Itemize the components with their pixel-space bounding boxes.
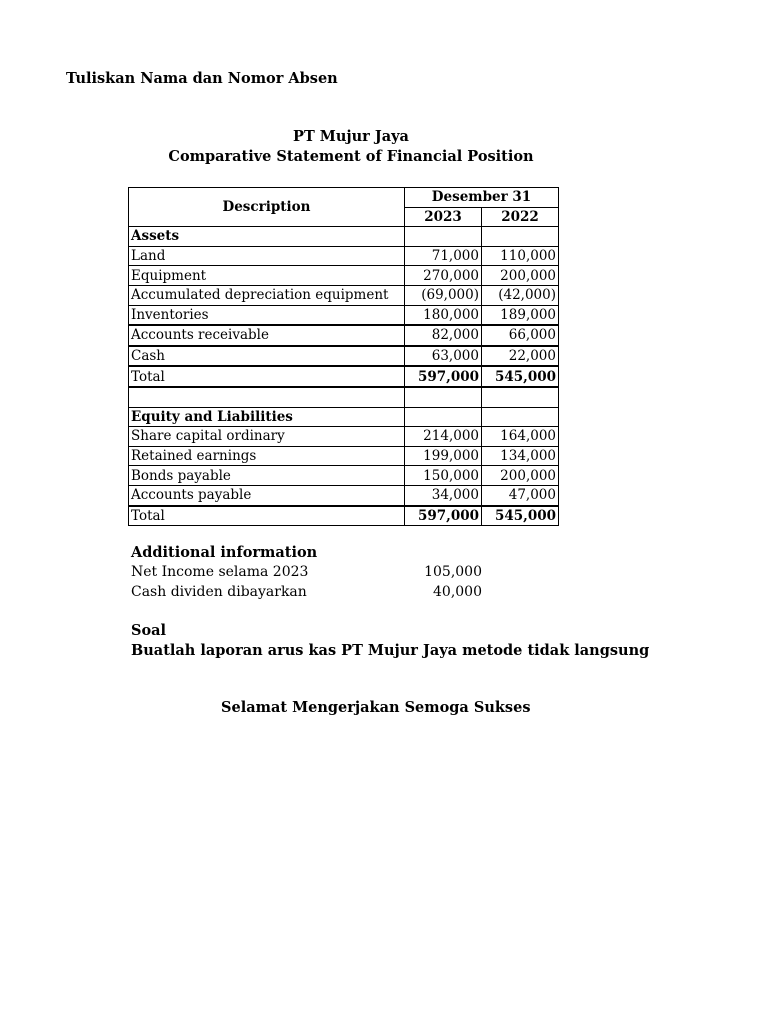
- row-value-2022: 22,000: [482, 346, 559, 367]
- table-row: [129, 446, 559, 466]
- row-value-2022: 110,000: [482, 246, 559, 266]
- assets-title: Assets: [129, 227, 405, 247]
- assets-total-row: [129, 366, 559, 387]
- row-label: Bonds payable: [129, 466, 405, 486]
- row-value-2023: 34,000: [405, 485, 482, 505]
- table-row: [129, 346, 559, 367]
- row-value-2023: 82,000: [405, 325, 482, 346]
- additional-item-label: Cash dividen dibayarkan: [131, 584, 307, 600]
- equity-section-row: [129, 407, 559, 427]
- financial-position-table: [128, 187, 559, 526]
- year-current-header: 2023: [405, 207, 482, 227]
- table-row: [129, 305, 559, 325]
- additional-item-label: Net Income selama 2023: [131, 564, 309, 580]
- table-row: [129, 285, 559, 305]
- row-value-2023: 270,000: [405, 266, 482, 286]
- row-label: Accumulated depreciation equipment: [129, 285, 405, 305]
- row-label: Accounts receivable: [129, 325, 405, 346]
- table-row: [129, 325, 559, 346]
- spacer-row: [129, 387, 559, 407]
- period-header: Desember 31: [405, 188, 559, 208]
- row-value-2022: (42,000): [482, 285, 559, 305]
- row-label: Equipment: [129, 266, 405, 286]
- row-label: Share capital ordinary: [129, 427, 405, 447]
- row-value-2023: (69,000): [405, 285, 482, 305]
- equity-total-2022: 545,000: [482, 506, 559, 526]
- row-value-2023: 199,000: [405, 446, 482, 466]
- row-value-2023: 63,000: [405, 346, 482, 367]
- statement-title: Comparative Statement of Financial Position: [168, 148, 534, 165]
- row-value-2022: 47,000: [482, 485, 559, 505]
- row-value-2023: 214,000: [405, 427, 482, 447]
- row-value-2022: 164,000: [482, 427, 559, 447]
- row-label: Inventories: [129, 305, 405, 325]
- assets-total-2022: 545,000: [482, 366, 559, 387]
- table-row: [129, 466, 559, 486]
- additional-info-title: Additional information: [131, 544, 318, 561]
- table-header-row: [129, 188, 559, 208]
- table-row: [129, 266, 559, 286]
- row-label: Land: [129, 246, 405, 266]
- assets-section-row: [129, 227, 559, 247]
- company-name: PT Mujur Jaya: [293, 128, 409, 145]
- row-value-2023: 180,000: [405, 305, 482, 325]
- total-label: Total: [129, 506, 405, 526]
- row-label: Accounts payable: [129, 485, 405, 505]
- row-value-2022: 200,000: [482, 266, 559, 286]
- row-label: Retained earnings: [129, 446, 405, 466]
- table-row: [129, 427, 559, 447]
- row-label: Cash: [129, 346, 405, 367]
- additional-item-value: 105,000: [424, 564, 482, 580]
- closing-text: Selamat Mengerjakan Semoga Sukses: [221, 699, 531, 716]
- additional-item-value: 40,000: [433, 584, 482, 600]
- row-value-2022: 66,000: [482, 325, 559, 346]
- row-value-2022: 189,000: [482, 305, 559, 325]
- equity-total-row: [129, 506, 559, 526]
- row-value-2023: 150,000: [405, 466, 482, 486]
- row-value-2022: 134,000: [482, 446, 559, 466]
- row-value-2022: 200,000: [482, 466, 559, 486]
- instruction-text: Tuliskan Nama dan Nomor Absen: [66, 70, 338, 87]
- year-previous-header: 2022: [482, 207, 559, 227]
- equity-total-2023: 597,000: [405, 506, 482, 526]
- row-value-2023: 71,000: [405, 246, 482, 266]
- assets-total-2023: 597,000: [405, 366, 482, 387]
- table-row: [129, 485, 559, 505]
- question-text: Buatlah laporan arus kas PT Mujur Jaya metode tidak langsung: [131, 642, 650, 659]
- equity-title: Equity and Liabilities: [129, 407, 405, 427]
- total-label: Total: [129, 366, 405, 387]
- description-header: Description: [129, 188, 405, 227]
- question-title: Soal: [131, 622, 167, 639]
- table-row: [129, 246, 559, 266]
